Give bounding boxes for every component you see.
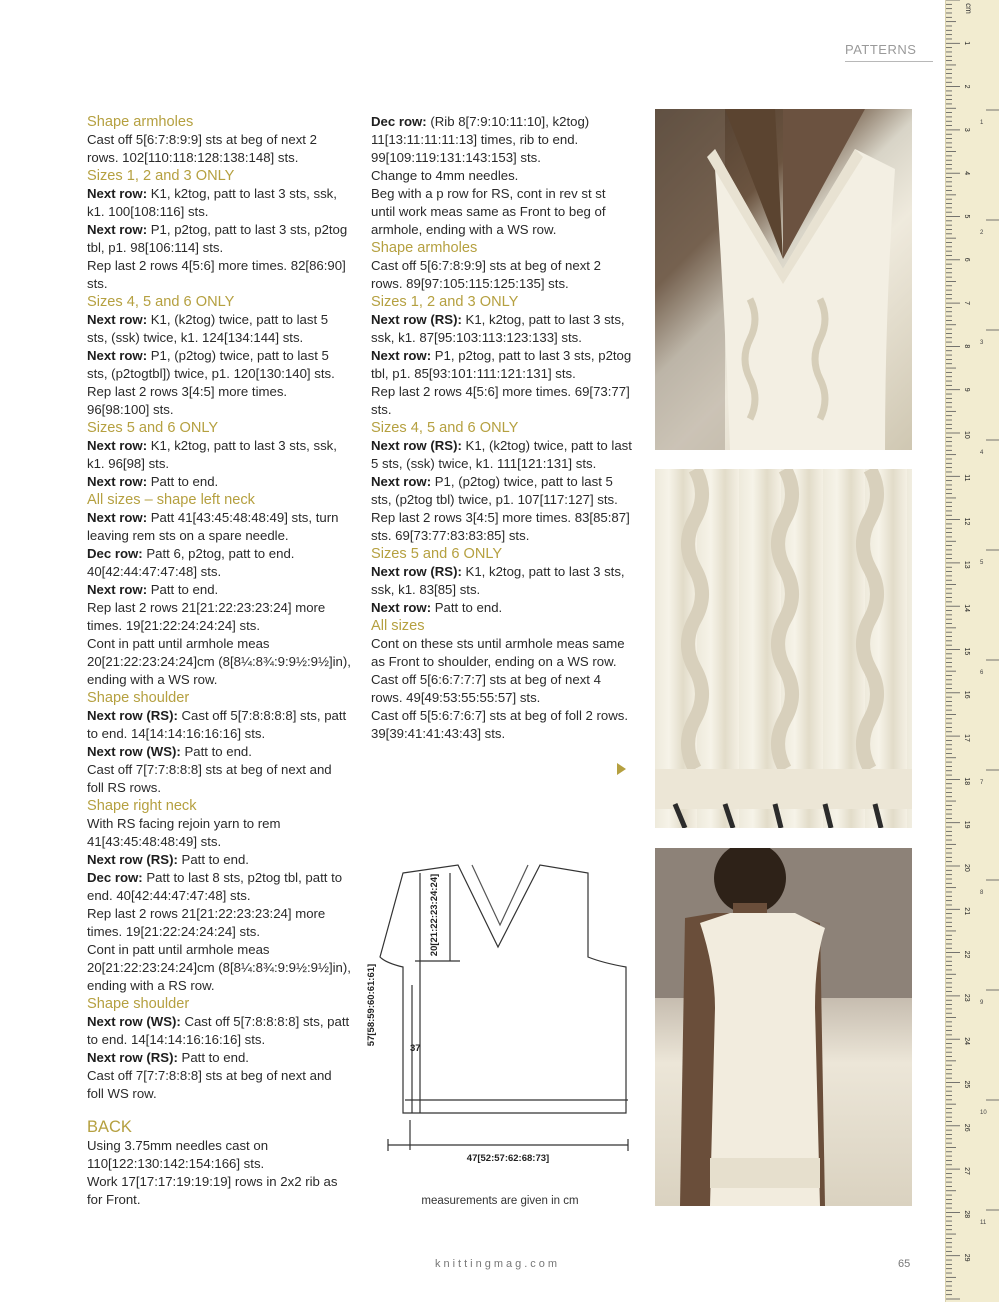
schematic-diagram	[360, 855, 650, 1175]
instruction-text: Cast off 5[5:6:7:6:7] sts at beg of foll 2 rows. 39[39:41:41:43:43] sts.	[371, 708, 629, 741]
ruler-inch-label: 8	[980, 890, 984, 896]
row-label: Dec row:	[371, 114, 427, 129]
row-label: Next row:	[87, 582, 148, 597]
ruler-cm-label: 23	[963, 993, 970, 1002]
ruler-cm-label: 2	[963, 84, 970, 89]
row-label: Dec row:	[87, 546, 143, 561]
row-label: Next row:	[371, 348, 432, 363]
instruction-text: P1, (p2tog) twice, patt to last 5 sts, (p2tog tbl) twice, p1. 107[117:127] sts.	[371, 474, 618, 507]
ruler-cm-label: 6	[963, 257, 970, 262]
photo-back-view	[655, 848, 912, 1206]
row-label: Next row (RS):	[371, 564, 462, 579]
instruction-paragraph	[371, 599, 633, 617]
row-label: Next row:	[87, 474, 148, 489]
continue-arrow-icon	[617, 763, 626, 775]
instruction-paragraph	[87, 761, 352, 797]
row-label: Next row (RS):	[371, 438, 462, 453]
section-heading: Sizes 4, 5 and 6 ONLY	[371, 420, 519, 436]
row-label: Next row:	[87, 186, 148, 201]
ruler-cm-label: 19	[963, 820, 970, 829]
instruction-paragraph	[371, 635, 633, 671]
ruler-cm-label: 27	[963, 1167, 970, 1175]
footer-site: knittingmag.com	[435, 1258, 561, 1270]
instruction-text: K1, k2tog, patt to last 3 sts, ssk, k1. 100[108:116] sts.	[87, 186, 337, 219]
section-heading: Shape shoulder	[87, 996, 190, 1012]
row-label: Next row:	[371, 600, 432, 615]
section-heading: Sizes 1, 2 and 3 ONLY	[371, 294, 519, 310]
instruction-paragraph	[87, 131, 352, 167]
row-label: Next row (WS):	[87, 744, 181, 759]
ruler-cm-label: 9	[963, 387, 970, 392]
ruler-cm-label: 25	[963, 1080, 970, 1089]
ruler-cm-label: 17	[963, 734, 970, 742]
instruction-paragraph	[371, 257, 633, 293]
ruler-cm-label: 4	[963, 171, 970, 176]
instruction-text: Cont in patt until armhole meas 20[21:22:23:24:24]cm (8[8¼:8¾:9:9½:9½]in), ending with a WS row.	[87, 636, 351, 687]
ruler-inch-label: 6	[980, 670, 984, 676]
instruction-text: (Rib 8[7:9:10:11:10], k2tog) 11[13:11:11:11:13] times, rib to end. 99[109:119:131:143:153] sts.	[371, 114, 590, 165]
instruction-paragraph	[87, 257, 352, 293]
instruction-text: Rep last 2 rows 21[21:22:23:23:24] more times. 19[21:22:24:24:24] sts.	[87, 906, 326, 939]
section-heading: Sizes 4, 5 and 6 ONLY	[87, 294, 235, 310]
instruction-paragraph	[87, 347, 352, 383]
instruction-paragraph	[87, 185, 352, 221]
instruction-text: Rep last 2 rows 3[4:5] more times. 83[85:87] sts. 69[73:77:83:83:85] sts.	[371, 510, 630, 543]
instruction-text: K1, k2tog, patt to last 3 sts, ssk, k1. 87[95:103:113:123:133] sts.	[371, 312, 625, 345]
instruction-paragraph	[371, 707, 633, 743]
ruler-cm-label: 21	[963, 907, 970, 916]
instruction-paragraph	[87, 1049, 352, 1067]
instruction-paragraph	[371, 509, 633, 545]
instruction-paragraph	[87, 1173, 352, 1209]
row-label: Next row (RS):	[87, 852, 178, 867]
ruler-inch-label: 5	[980, 560, 984, 566]
section-heading: Shape shoulder	[87, 690, 190, 706]
instruction-paragraph	[87, 509, 352, 545]
instruction-paragraph	[87, 707, 352, 743]
instruction-text: Cast off 5[7:8:8:8:8] sts, patt to end. 14[14:14:16:16:16] sts.	[87, 1014, 350, 1047]
row-label: Next row:	[87, 222, 148, 237]
ruler-cm-label: 22	[963, 950, 970, 959]
instruction-paragraph	[371, 563, 633, 599]
instruction-text: Cast off 5[6:7:8:9:9] sts at beg of next 2 rows. 102[110:118:128:138:148] sts.	[87, 132, 317, 165]
ruler-inch-label: 2	[980, 230, 984, 236]
ruler-cm-label: 1	[963, 41, 970, 46]
instruction-text: K1, k2tog, patt to last 3 sts, ssk, k1. 96[98] sts.	[87, 438, 337, 471]
ruler-inch-label: 9	[980, 1000, 984, 1006]
instruction-paragraph	[87, 221, 352, 257]
ruler-unit: cm	[963, 3, 973, 14]
photo-front-neckline	[655, 109, 912, 450]
ruler-cm-label: 26	[963, 1123, 970, 1132]
instruction-text: Cont in patt until armhole meas 20[21:22:23:24:24]cm (8[8¼:8¾:9:9½:9½]in), ending with a RS row.	[87, 942, 351, 993]
lower-body-label: 37	[410, 1043, 421, 1054]
instruction-text: Patt 41[43:45:48:48:49] sts, turn leaving rem sts on a spare needle.	[87, 510, 339, 543]
instruction-paragraph	[87, 311, 352, 347]
ruler-cm-label: 3	[963, 127, 970, 132]
instruction-paragraph	[87, 545, 352, 581]
ruler-cm-label: 7	[963, 301, 970, 306]
ruler-inch-label: 7	[980, 780, 984, 786]
instruction-paragraph	[87, 1137, 352, 1173]
instruction-text: P1, p2tog, patt to last 3 sts, p2tog tbl, p1. 98[106:114] sts.	[87, 222, 348, 255]
ruler-inch-label: 10	[980, 1110, 987, 1116]
instruction-paragraph	[87, 581, 352, 599]
instruction-text: K1, k2tog, patt to last 3 sts, ssk, k1. 83[85] sts.	[371, 564, 625, 597]
instruction-text: With RS facing rejoin yarn to rem 41[43:45:48:48:49] sts.	[87, 816, 281, 849]
instruction-text: Cast off 5[6:6:7:7:7] sts at beg of next 4 rows. 49[49:53:55:55:57] sts.	[371, 672, 601, 705]
section-heading: All sizes	[371, 618, 425, 634]
instruction-text: Patt to last 8 sts, p2tog tbl, patt to end. 40[42:44:47:47:48] sts.	[87, 870, 343, 903]
instruction-paragraph	[371, 437, 633, 473]
diagram-caption: measurements are given in cm	[421, 1195, 579, 1207]
instruction-text: Work 17[17:17:19:19:19] rows in 2x2 rib as for Front.	[87, 1174, 338, 1207]
instruction-text: K1, (k2tog) twice, patt to last 5 sts, (ssk) twice, k1. 124[134:144] sts.	[87, 312, 329, 345]
instruction-paragraph	[371, 383, 633, 419]
ruler-cm-label: 20	[963, 864, 970, 872]
ruler-cm-label: 24	[963, 1037, 970, 1045]
ruler-cm-label: 8	[963, 344, 970, 349]
ruler-inch-label: 4	[980, 450, 984, 456]
body-length-label: 57[58:59:60:61:61]	[366, 963, 377, 1047]
instruction-text: Patt to end.	[147, 582, 219, 597]
instruction-text: Cast off 5[6:7:8:9:9] sts at beg of next 2 rows. 89[97:105:115:125:135] sts.	[371, 258, 601, 291]
instruction-paragraph	[87, 1013, 352, 1049]
instruction-paragraph	[87, 383, 352, 419]
page-number: 65	[898, 1258, 911, 1270]
width-label: 47[52:57:62:68:73]	[466, 1153, 550, 1164]
section-heading: Sizes 5 and 6 ONLY	[87, 420, 219, 436]
instruction-text: P1, (p2tog) twice, patt to last 5 sts, (p2togtbl]) twice, p1. 120[130:140] sts.	[87, 348, 335, 381]
instruction-text: Patt to end.	[177, 1050, 249, 1065]
instruction-text: Patt to end.	[147, 474, 219, 489]
row-label: Next row:	[87, 510, 148, 525]
instruction-paragraph	[87, 473, 352, 491]
instruction-text: Patt to end.	[431, 600, 503, 615]
section-label: PATTERNS	[845, 42, 933, 62]
instruction-paragraph	[371, 185, 633, 239]
instruction-text: Beg with a p row for RS, cont in rev st st until work meas same as Front to beg of armhole, ending with a WS row.	[371, 186, 606, 237]
instruction-paragraph	[87, 1067, 352, 1103]
ruler-inch-label: 1	[980, 120, 984, 126]
row-label: Next row (RS):	[87, 1050, 178, 1065]
ruler-cm-label: 15	[963, 647, 970, 656]
instruction-paragraph	[87, 851, 352, 869]
side-ruler	[945, 0, 999, 1302]
instruction-paragraph	[371, 311, 633, 347]
section-heading: Shape armholes	[87, 114, 194, 130]
instruction-text: Rep last 2 rows 4[5:6] more times. 82[86:90] sts.	[87, 258, 346, 291]
instruction-text: Cast off 7[7:7:8:8:8] sts at beg of next and foll RS rows.	[87, 762, 332, 795]
ruler-cm-label: 14	[963, 604, 970, 612]
ruler-cm-label: 18	[963, 777, 970, 786]
ruler-ticks	[946, 0, 999, 1302]
major-heading: BACK	[87, 1118, 132, 1136]
photo-cable-detail-art	[655, 469, 912, 828]
row-label: Next row:	[371, 474, 432, 489]
photo-front-neckline-art	[655, 109, 912, 450]
instruction-paragraph	[371, 347, 633, 383]
row-label: Next row:	[87, 438, 148, 453]
instruction-text: Change to 4mm needles.	[371, 168, 519, 183]
instruction-paragraph	[87, 599, 352, 635]
pattern-column-2	[371, 113, 633, 743]
ruler-cm-label: 13	[963, 560, 970, 569]
row-label: Next row:	[87, 348, 148, 363]
instruction-text: P1, p2tog, patt to last 3 sts, p2tog tbl, p1. 85[93:101:111:121:131] sts.	[371, 348, 632, 381]
photo-cable-detail	[655, 469, 912, 828]
instruction-text: Cast off 7[7:7:8:8:8] sts at beg of next and foll WS row.	[87, 1068, 332, 1101]
row-label: Dec row:	[87, 870, 143, 885]
instruction-text: Cont on these sts until armhole meas same as Front to shoulder, ending on a WS row.	[371, 636, 625, 669]
instruction-paragraph	[87, 905, 352, 941]
ruler-cm-label: 10	[963, 431, 970, 439]
armhole-depth-label: 20[21:22:23:24:24]	[429, 873, 440, 957]
instruction-paragraph	[371, 473, 633, 509]
instruction-text: Patt to end.	[180, 744, 252, 759]
instruction-paragraph	[371, 113, 633, 167]
section-heading: Sizes 5 and 6 ONLY	[371, 546, 503, 562]
instruction-paragraph	[87, 815, 352, 851]
section-heading: Shape armholes	[371, 240, 478, 256]
instruction-text: Rep last 2 rows 21[21:22:23:23:24] more times. 19[21:22:24:24:24] sts.	[87, 600, 326, 633]
ruler-cm-label: 11	[963, 474, 970, 482]
ruler-cm-label: 16	[963, 690, 970, 699]
instruction-text: Rep last 2 rows 3[4:5] more times. 96[98:100] sts.	[87, 384, 288, 417]
ruler-cm-label: 29	[963, 1253, 970, 1262]
photo-back-view-art	[655, 848, 912, 1206]
row-label: Next row:	[87, 312, 148, 327]
instruction-paragraph	[87, 743, 352, 761]
instruction-text: Patt 6, p2tog, patt to end. 40[42:44:47:47:48] sts.	[87, 546, 295, 579]
instruction-text: Using 3.75mm needles cast on 110[122:130:142:154:166] sts.	[87, 1138, 269, 1171]
instruction-paragraph	[371, 671, 633, 707]
instruction-paragraph	[371, 167, 633, 185]
ruler-cm-label: 5	[963, 214, 970, 219]
instruction-paragraph	[87, 941, 352, 995]
row-label: Next row (RS):	[87, 708, 178, 723]
section-heading: All sizes – shape left neck	[87, 492, 255, 508]
instruction-text: Rep last 2 rows 4[5:6] more times. 69[73:77] sts.	[371, 384, 630, 417]
instruction-paragraph	[87, 437, 352, 473]
row-label: Next row (WS):	[87, 1014, 181, 1029]
instruction-text: Patt to end.	[177, 852, 249, 867]
pattern-column-1	[87, 113, 352, 1209]
section-heading: Sizes 1, 2 and 3 ONLY	[87, 168, 235, 184]
instruction-paragraph	[87, 635, 352, 689]
instruction-text: K1, (k2tog) twice, patt to last 5 sts, (ssk) twice, k1. 111[121:131] sts.	[371, 438, 632, 471]
row-label: Next row (RS):	[371, 312, 462, 327]
section-heading: Shape right neck	[87, 798, 197, 814]
ruler-cm-label: 12	[963, 517, 970, 526]
ruler-inch-label: 3	[980, 340, 984, 346]
instruction-text: Cast off 5[7:8:8:8:8] sts, patt to end. 14[14:14:16:16:16] sts.	[87, 708, 347, 741]
instruction-paragraph	[87, 869, 352, 905]
ruler-cm-label: 28	[963, 1210, 970, 1219]
ruler-inch-label: 11	[980, 1220, 987, 1226]
